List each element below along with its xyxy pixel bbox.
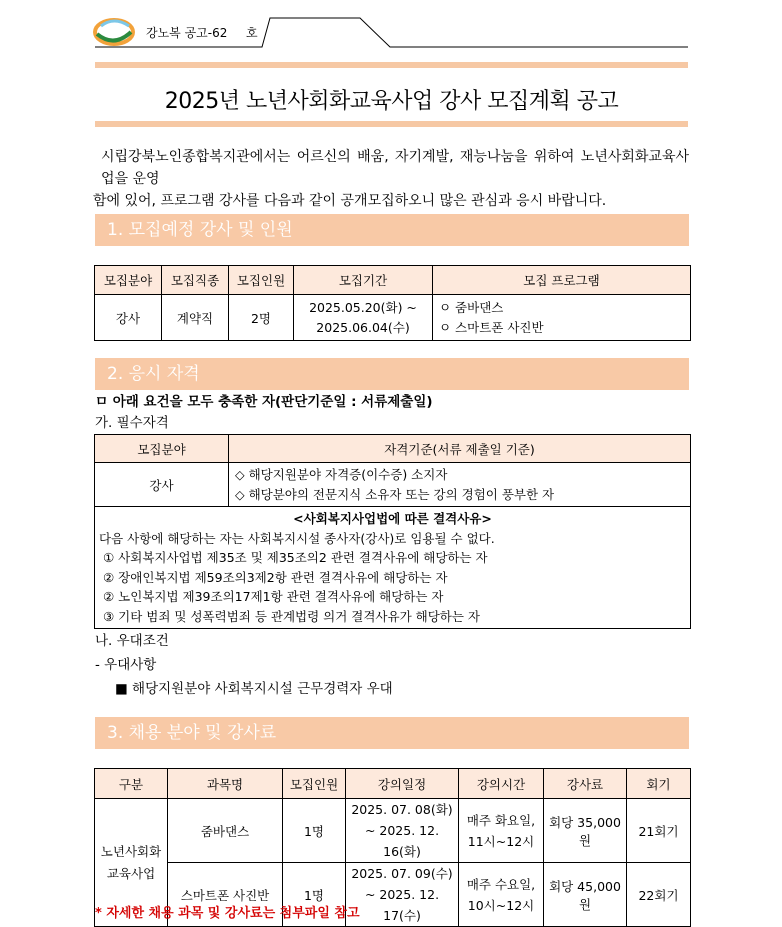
time-hours: 10시~12시: [467, 897, 535, 913]
recruitment-table: [94, 265, 691, 341]
col-header: 강사료: [544, 769, 627, 799]
program-item: ㅇ 줌바댄스: [439, 299, 504, 315]
program-item: ㅇ 스마트폰 사진반: [439, 319, 544, 335]
schedule-start: 2025. 07. 08(화): [351, 802, 453, 817]
col-header: 구분: [95, 769, 168, 799]
col-header: 강의시간: [459, 769, 544, 799]
cell-count: 1명: [283, 863, 346, 927]
doc-number-suffix: 호: [246, 26, 258, 40]
criteria-item: ◇ 해당분야의 전문지식 소유자 또는 강의 경험이 풍부한 자: [235, 486, 555, 502]
cell-programs: [433, 295, 691, 341]
cell-schedule: [346, 863, 459, 927]
disqualification-item: ② 장애인복지법 제59조의3제2항 관련 결격사유에 해당하는 자: [103, 569, 448, 585]
preference-item: ■ 해당지원분야 사회복지시설 근무경력자 우대: [115, 681, 393, 697]
cell-period: [294, 295, 433, 341]
category-line: 교육사업: [106, 865, 156, 881]
col-header: 모집직종: [162, 266, 229, 295]
cell-criteria: [229, 463, 691, 507]
col-header: 과목명: [168, 769, 283, 799]
disqualification-item: ③ 기타 범죄 및 성폭력범죄 등 관계법령 의거 결격사유가 해당하는 자: [103, 608, 480, 624]
time-day: 매주 화요일,: [466, 812, 536, 828]
doc-number: 강노복 공고-62: [146, 26, 228, 40]
disqualification-item: ② 노인복지법 제39조의17제1항 관련 결격사유에 해당하는 자: [103, 589, 444, 604]
disqualification-title: <사회복지사업법에 따른 결격사유>: [293, 511, 492, 526]
essential-label: 가. 필수자격: [95, 415, 169, 431]
cell-fee: 회당 35,000원: [544, 799, 627, 863]
col-header: 모집인원: [229, 266, 294, 295]
col-header: 모집인원: [283, 769, 346, 799]
cell-time: [459, 799, 544, 863]
preference-label: 나. 우대조건: [95, 633, 169, 649]
qualification-table: [94, 434, 691, 629]
preference-sub: - 우대사항: [95, 657, 157, 673]
cell-count: 2명: [229, 295, 294, 341]
time-day: 매주 수요일,: [466, 876, 536, 892]
col-header: 회기: [627, 769, 691, 799]
cell-field: 강사: [95, 463, 229, 507]
cell-sessions: 21회기: [627, 799, 691, 863]
intro-line-2: 함에 있어, 프로그램 강사를 다음과 같이 공개모집하오니 많은 관심과 응시 바랍니다.: [93, 193, 607, 209]
period-start: 2025.05.20(화) ~: [309, 299, 417, 315]
logo-icon: [93, 18, 135, 46]
col-header: 강의일정: [346, 769, 459, 799]
section-3-heading: 3. 채용 분야 및 강사료: [95, 717, 689, 749]
cell-field: 강사: [95, 295, 162, 341]
col-header: 자격기준(서류 제출일 기준): [229, 435, 691, 463]
disqualification-cell: [95, 507, 691, 629]
section-2-heading: 2. 응시 자격: [95, 358, 689, 390]
intro-text: [93, 146, 689, 212]
cell-subject: 줌바댄스: [168, 799, 283, 863]
schedule-end: ~ 2025. 12. 17(수): [364, 887, 440, 923]
schedule-end: ~ 2025. 12. 16(화): [364, 823, 440, 859]
requirement-line: ㅁ 아래 요건을 모두 충족한 자(판단기준일 : 서류제출일): [95, 394, 433, 410]
category-line: 노년사회화: [100, 843, 162, 859]
title-top-bar: [95, 62, 688, 68]
col-header: 모집 프로그램: [433, 266, 691, 295]
criteria-item: ◇ 해당지원분야 자격증(이수증) 소지자: [235, 466, 448, 482]
col-header: 모집기간: [294, 266, 433, 295]
col-header: 모집분야: [95, 266, 162, 295]
cell-fee: 회당 45,000원: [544, 863, 627, 927]
disqualification-item: ① 사회복지사업법 제35조 및 제35조의2 관련 결격사유에 해당하는 자: [103, 550, 488, 565]
page-title: 2025년 노년사회화교육사업 강사 모집계획 공고: [164, 89, 619, 114]
intro-line-1: 시립강북노인종합복지관에서는 어르신의 배움, 자기계발, 재능나눔을 위하여 노년사회화교육사업을 운영: [101, 149, 689, 187]
disqualification-intro: 다음 사항에 해당하는 자는 사회복지시설 종사자(강사)로 임용될 수 없다.: [99, 530, 495, 546]
section-1-heading: 1. 모집예정 강사 및 인원: [95, 214, 689, 246]
cell-schedule: [346, 799, 459, 863]
cell-count: 1명: [283, 799, 346, 863]
col-header: 모집분야: [95, 435, 229, 463]
cell-sessions: 22회기: [627, 863, 691, 927]
period-end: 2025.06.04(수): [316, 319, 410, 335]
time-hours: 11시~12시: [467, 833, 535, 849]
title-bottom-bar: [95, 121, 688, 127]
cell-time: [459, 863, 544, 927]
footnote: * 자세한 채용 과목 및 강사료는 첨부파일 참고: [95, 906, 360, 921]
schedule-start: 2025. 07. 09(수): [351, 866, 453, 881]
cell-subject: 스마트폰 사진반: [168, 863, 283, 927]
cell-type: 계약직: [162, 295, 229, 341]
